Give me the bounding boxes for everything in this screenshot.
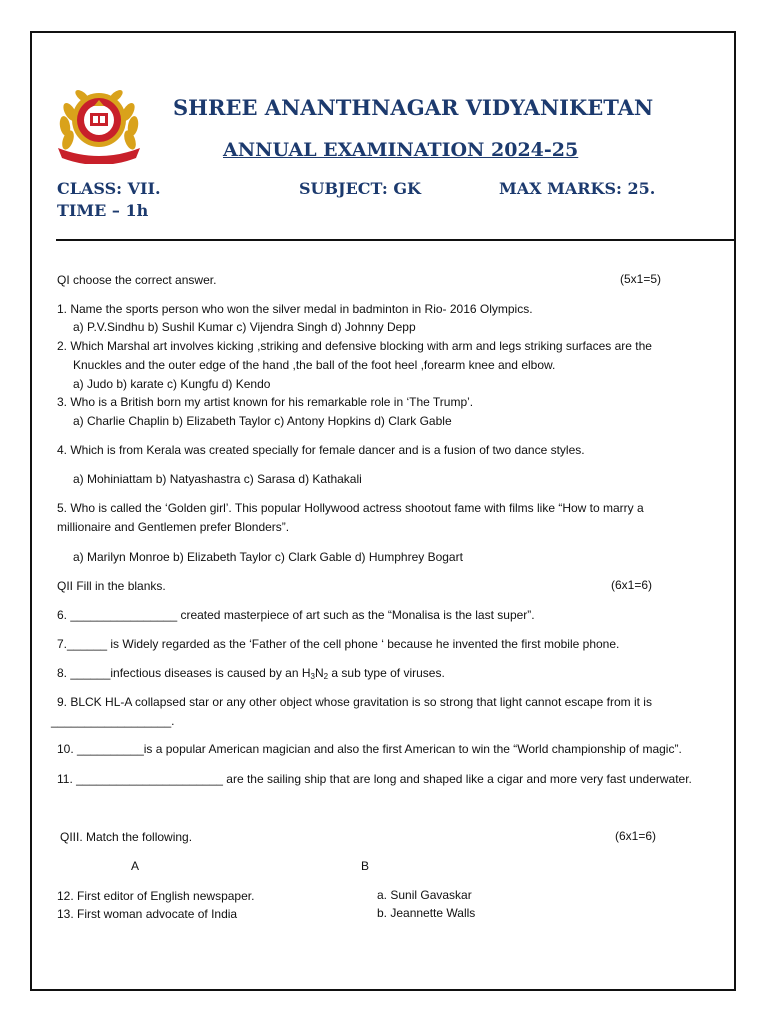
question-1-options: a) P.V.Sindhu b) Sushil Kumar c) Vijendra Singh d) Johnny Depp xyxy=(73,320,416,334)
time-label: TIME – 1h xyxy=(57,201,149,220)
question-5-options: a) Marilyn Monroe b) Elizabeth Taylor c) Clark Gable d) Humphrey Bogart xyxy=(73,550,463,564)
question-13: 13. First woman advocate of India xyxy=(57,907,238,921)
question-4-options: a) Mohiniattam b) Natyashastra c) Sarasa d) Kathakali xyxy=(73,472,362,486)
subject-label: SUBJECT: GK xyxy=(299,179,421,198)
question-11: 11. ______________________ are the sailing ship that are long and shaped like a cigar and more very fast underwater. xyxy=(57,772,692,786)
section3-title: QIII. Match the following. xyxy=(60,830,193,844)
header-divider xyxy=(56,239,734,241)
match-option-b: b. Jeannette Walls xyxy=(377,906,476,920)
section1-title: QI choose the correct answer. xyxy=(57,273,217,287)
section2-title: QII Fill in the blanks. xyxy=(57,579,166,593)
question-6: 6. ________________ created masterpiece of art such as the “Monalisa is the last super”. xyxy=(57,608,535,622)
question-5-line2: millionaire and Gentlemen prefer Blonders”. xyxy=(57,520,290,534)
column-a-header: A xyxy=(131,859,140,873)
question-12: 12. First editor of English newspaper. xyxy=(57,889,255,903)
question-1: 1. Name the sports person who won the silver medal in badminton in Rio- 2016 Olympics. xyxy=(57,302,533,316)
question-3: 3. Who is a British born my artist known for his remarkable role in ‘The Trump’. xyxy=(57,395,474,409)
question-2-line2: Knuckles and the outer edge of the hand ,the ball of the foot heel ,forearm knee and elbow. xyxy=(73,358,556,372)
question-9-line2: __________________. xyxy=(51,714,175,728)
section1-marks: (5x1=5) xyxy=(620,272,662,286)
question-5-line1: 5. Who is called the ‘Golden girl’. This popular Hollywood actress shootout fame with films like “How to marry a xyxy=(57,501,644,515)
question-2-line1: 2. Which Marshal art involves kicking ,striking and defensive blocking with arm and legs striking surfaces are the xyxy=(57,339,652,353)
column-b-header: B xyxy=(361,859,370,873)
question-2-options: a) Judo b) karate c) Kungfu d) Kendo xyxy=(73,377,271,391)
question-7: 7.______ is Widely regarded as the ‘Father of the cell phone ‘ because he invented the first mobile phone. xyxy=(57,637,620,651)
school-logo-icon xyxy=(52,82,146,164)
match-option-a: a. Sunil Gavaskar xyxy=(377,888,472,902)
question-3-options: a) Charlie Chaplin b) Elizabeth Taylor c) Antony Hopkins d) Clark Gable xyxy=(73,414,452,428)
class-label: CLASS: VII. xyxy=(57,179,161,198)
section2-marks: (6x1=6) xyxy=(611,578,653,592)
question-4: 4. Which is from Kerala was created specially for female dancer and is a fusion of two dance styles. xyxy=(57,443,585,457)
question-8: 8. ______infectious diseases is caused by an $H_3N_2$ a sub type of viruses. xyxy=(57,666,445,681)
exam-title: ANNUAL EXAMINATION 2024-25 xyxy=(223,139,579,161)
question-10: 10. __________is a popular American magician and also the first American to win the “World championship of magic”. xyxy=(57,742,682,756)
question-9-line1: 9. BLCK HL-A collapsed star or any other object whose gravitation is so strong that light cannot escape from it is xyxy=(57,695,652,709)
max-marks-label: MAX MARKS: 25. xyxy=(499,179,656,198)
school-name: SHREE ANANTHNAGAR VIDYANIKETAN xyxy=(173,95,654,120)
section3-marks: (6x1=6) xyxy=(615,829,657,843)
